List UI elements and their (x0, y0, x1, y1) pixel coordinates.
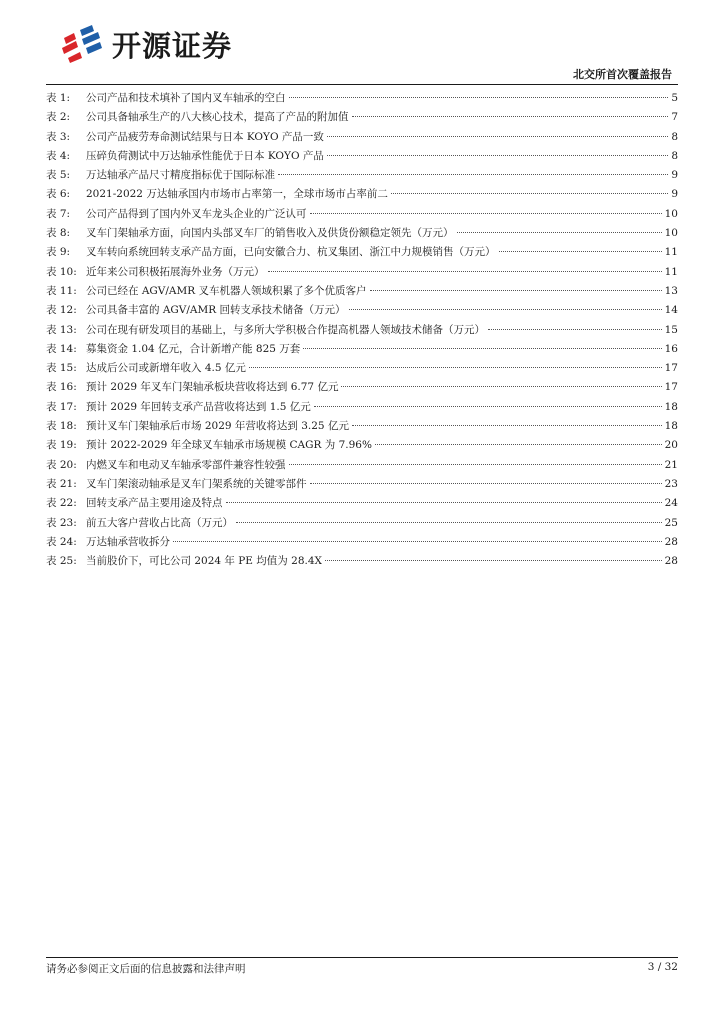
toc-leader-dots (303, 348, 661, 349)
toc-entry-page: 17 (664, 362, 678, 375)
toc-entry-title: 公司具备丰富的 AGV/AMR 回转支承技术储备（万元） (86, 304, 346, 317)
toc-entry-title: 募集资金 1.04 亿元，合计新增产能 825 万套 (86, 342, 301, 355)
header-divider (46, 84, 678, 85)
toc-entry-page: 13 (664, 284, 678, 297)
toc-entry[interactable] (46, 533, 678, 552)
toc-entry-title: 公司在现有研发项目的基础上，与多所大学积极合作提高机器人领域技术储备（万元） (86, 323, 485, 336)
toc-entry-label: 表 11: (46, 284, 77, 297)
toc-entry-title: 2021-2022 万达轴承国内市场市占率第一，全球市场市占率前二 (86, 188, 388, 201)
toc-entry-label: 表 22: (46, 497, 77, 510)
toc-entry-title: 公司产品疲劳寿命测试结果与日本 KOYO 产品一致 (86, 130, 324, 143)
toc-entry[interactable] (46, 417, 678, 436)
toc-entry[interactable] (46, 243, 678, 262)
toc-entry-label: 表 15: (46, 362, 77, 375)
footer-disclaimer: 请务必参阅正文后面的信息披露和法律声明 (46, 963, 246, 975)
toc-leader-dots (173, 541, 662, 542)
toc-entry-title: 预计 2029 年回转支承产品营收将达到 1.5 亿元 (86, 400, 311, 413)
toc-entry-label: 表 4: (46, 149, 71, 162)
toc-entry-label: 表 18: (46, 420, 77, 433)
toc-entry-page: 28 (664, 555, 678, 568)
toc-entry[interactable] (46, 89, 678, 108)
toc-leader-dots (226, 502, 662, 503)
toc-entry-title: 万达轴承营收拆分 (86, 535, 170, 548)
toc-entry-page: 14 (664, 304, 678, 317)
toc-leader-dots (268, 271, 662, 272)
toc-entry[interactable] (46, 475, 678, 494)
toc-entry-page: 18 (664, 420, 678, 433)
toc-entry-title: 当前股价下，可比公司 2024 年 PE 均值为 28.4X (86, 555, 322, 568)
toc-entry-page: 9 (671, 169, 678, 182)
toc-entry-page: 17 (664, 381, 678, 394)
toc-leader-dots (289, 464, 662, 465)
toc-entry-label: 表 5: (46, 169, 71, 182)
kaiyuan-logo-icon (60, 24, 106, 64)
toc-entry-label: 表 1: (46, 92, 71, 104)
toc-entry-label: 表 6: (46, 188, 71, 201)
toc-entry-title: 叉车门架滚动轴承是叉车门架系统的关键零部件 (86, 477, 307, 490)
toc-entry-title: 预计 2029 年叉车门架轴承板块营收将达到 6.77 亿元 (86, 381, 339, 394)
toc-entry-label: 表 9: (46, 246, 71, 259)
toc-leader-dots (349, 309, 662, 310)
toc-entry-page: 7 (671, 111, 678, 124)
toc-entry-page: 25 (664, 516, 678, 529)
toc-leader-dots (327, 136, 668, 137)
toc-entry-label: 表 25: (46, 555, 77, 568)
toc-entry-page: 8 (671, 149, 678, 162)
toc-entry[interactable] (46, 147, 678, 166)
toc-entry-title: 达成后公司或新增年收入 4.5 亿元 (86, 362, 246, 375)
toc-entry-page: 15 (664, 323, 678, 336)
toc-leader-dots (325, 560, 662, 561)
toc-entry[interactable] (46, 494, 678, 513)
toc-entry-label: 表 7: (46, 207, 71, 220)
toc-entry[interactable] (46, 321, 678, 340)
toc-entry[interactable] (46, 108, 678, 127)
toc-entry[interactable] (46, 456, 678, 475)
toc-entry-label: 表 8: (46, 227, 71, 240)
toc-entry-page: 5 (671, 92, 678, 104)
toc-entry-label: 表 13: (46, 323, 77, 336)
toc-entry-label: 表 3: (46, 130, 71, 143)
toc-entry[interactable] (46, 301, 678, 320)
toc-entry-label: 表 19: (46, 439, 77, 452)
toc-entry-title: 万达轴承产品尺寸精度指标优于国际标准 (86, 169, 275, 182)
toc-entry-label: 表 12: (46, 304, 77, 317)
toc-entry-label: 表 20: (46, 458, 77, 471)
toc-entry[interactable] (46, 185, 678, 204)
toc-entry-title: 叉车转向系统回转支承产品方面，已向安徽合力、杭叉集团、浙江中力规模销售（万元） (86, 246, 496, 259)
toc-entry-page: 28 (664, 535, 678, 548)
toc-leader-dots (289, 97, 669, 98)
toc-entry-label: 表 10: (46, 265, 77, 278)
toc-entry-title: 叉车门架轴承方面，向国内头部叉车厂的销售收入及供货份额稳定领先（万元） (86, 227, 454, 240)
toc-entry-label: 表 14: (46, 342, 77, 355)
toc-leader-dots (314, 406, 662, 407)
toc-entry[interactable] (46, 205, 678, 224)
toc-entry-page: 8 (671, 130, 678, 143)
toc-entry-page: 10 (664, 207, 678, 220)
toc-entry-title: 公司产品和技术填补了国内叉车轴承的空白 (86, 92, 286, 104)
toc-leader-dots (391, 193, 668, 194)
toc-entry-page: 20 (664, 439, 678, 452)
toc-leader-dots (310, 213, 662, 214)
toc-entry-label: 表 24: (46, 535, 77, 548)
toc-entry-page: 16 (664, 342, 678, 355)
table-of-tables (46, 89, 678, 571)
toc-entry-label: 表 17: (46, 400, 77, 413)
toc-entry[interactable] (46, 166, 678, 185)
toc-entry-title: 预计叉车门架轴承后市场 2029 年营收将达到 3.25 亿元 (86, 420, 349, 433)
toc-entry-page: 24 (664, 497, 678, 510)
toc-entry-title: 公司产品得到了国内外叉车龙头企业的广泛认可 (86, 207, 307, 220)
report-type: 北交所首次覆盖报告 (573, 68, 672, 81)
company-logo (60, 24, 232, 64)
toc-leader-dots (375, 444, 662, 445)
toc-entry-title: 前五大客户营收占比高（万元） (86, 516, 233, 529)
toc-entry-page: 11 (664, 246, 678, 259)
toc-entry[interactable] (46, 224, 678, 243)
toc-entry[interactable] (46, 436, 678, 455)
toc-entry-title: 压碎负荷测试中万达轴承性能优于日本 KOYO 产品 (86, 149, 324, 162)
toc-leader-dots (352, 425, 662, 426)
toc-leader-dots (310, 483, 662, 484)
toc-entry[interactable] (46, 552, 678, 571)
toc-entry-label: 表 23: (46, 516, 77, 529)
logo-text: 开源证券 (112, 28, 233, 63)
toc-entry-page: 9 (671, 188, 678, 201)
toc-entry-page: 10 (664, 227, 678, 240)
toc-entry[interactable] (46, 282, 678, 301)
toc-leader-dots (341, 386, 661, 387)
toc-leader-dots (249, 367, 662, 368)
toc-entry-page: 18 (664, 400, 678, 413)
toc-entry[interactable] (46, 128, 678, 147)
toc-leader-dots (488, 329, 662, 330)
toc-leader-dots (278, 174, 668, 175)
toc-entry[interactable] (46, 263, 678, 282)
toc-entry-title: 近年来公司积极拓展海外业务（万元） (86, 265, 265, 278)
toc-entry-title: 公司具备轴承生产的八大核心技术，提高了产品的附加值 (86, 111, 349, 124)
toc-entry-label: 表 21: (46, 477, 77, 490)
toc-leader-dots (370, 290, 662, 291)
toc-entry-title: 回转支承产品主要用途及特点 (86, 497, 223, 510)
toc-entry[interactable] (46, 359, 678, 378)
toc-leader-dots (352, 116, 669, 117)
toc-entry-label: 表 16: (46, 381, 77, 394)
toc-entry-title: 内燃叉车和电动叉车轴承零部件兼容性较强 (86, 458, 286, 471)
toc-entry-title: 预计 2022-2029 年全球叉车轴承市场规模 CAGR 为 7.96% (86, 439, 372, 452)
toc-entry-title: 公司已经在 AGV/AMR 叉车机器人领域积累了多个优质客户 (86, 284, 367, 297)
toc-entry[interactable] (46, 514, 678, 533)
toc-entry-label: 表 2: (46, 111, 71, 124)
toc-entry[interactable] (46, 340, 678, 359)
toc-leader-dots (327, 155, 668, 156)
toc-entry[interactable] (46, 398, 678, 417)
page-number: 3 / 32 (647, 961, 678, 973)
toc-entry-page: 11 (664, 265, 678, 278)
toc-leader-dots (499, 251, 662, 252)
toc-leader-dots (236, 522, 662, 523)
toc-leader-dots (457, 232, 662, 233)
toc-entry-page: 23 (664, 477, 678, 490)
footer-divider (46, 957, 678, 958)
toc-entry[interactable] (46, 378, 678, 397)
toc-entry-page: 21 (664, 458, 678, 471)
